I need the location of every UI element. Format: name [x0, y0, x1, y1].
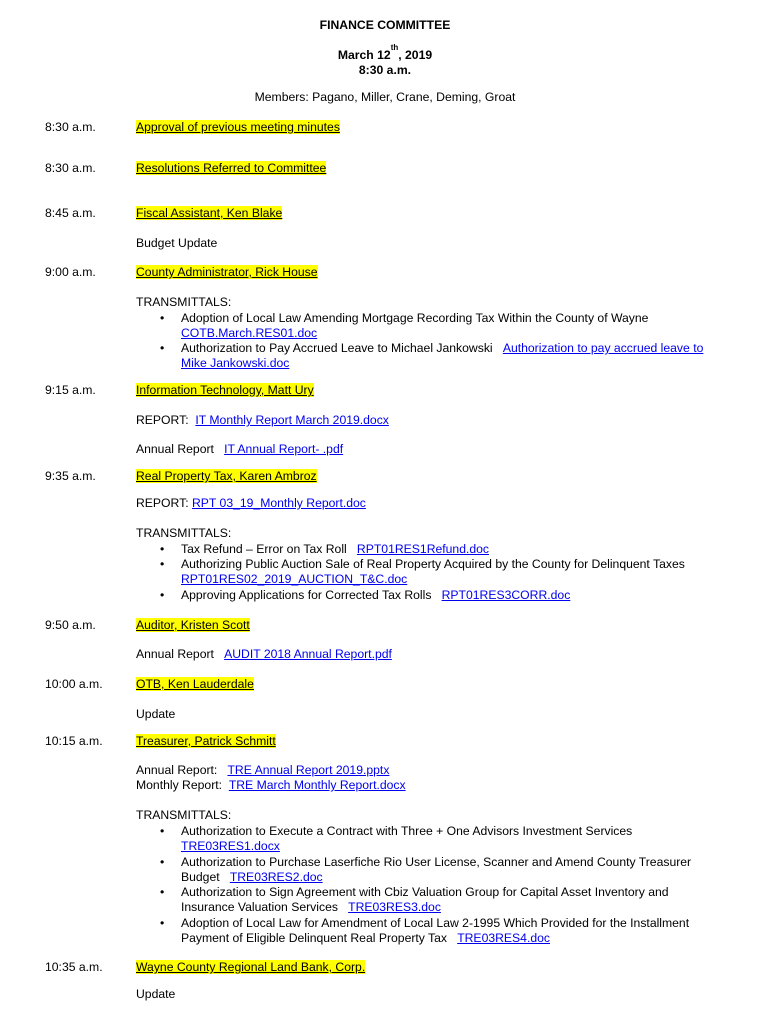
agenda-time: 9:15 a.m.	[45, 383, 96, 397]
meeting-time: 8:30 a.m.	[358, 63, 412, 77]
annual-report-link[interactable]: IT Annual Report- .pdf	[224, 442, 344, 456]
bullet-icon: •	[160, 885, 165, 899]
agenda-heading[interactable]: Wayne County Regional Land Bank, Corp.	[136, 960, 366, 974]
transmittal-link[interactable]: TRE03RES2.doc	[229, 870, 323, 884]
report-link[interactable]: RPT 03_19_Monthly Report.doc	[192, 496, 366, 510]
annual-report-line: Annual Report AUDIT 2018 Annual Report.pdf	[136, 647, 392, 661]
report-link[interactable]: IT Monthly Report March 2019.docx	[195, 413, 389, 427]
agenda-note: Budget Update	[136, 236, 218, 250]
bullet-icon: •	[160, 557, 165, 571]
transmittal-link[interactable]: RPT01RES1Refund.doc	[356, 542, 490, 556]
transmittal-text: Approving Applications for Corrected Tax Rolls RPT01RES3CORR.doc	[181, 588, 571, 602]
agenda-heading[interactable]: Treasurer, Patrick Schmitt	[136, 734, 276, 748]
agenda-time: 8:30 a.m.	[45, 120, 96, 134]
transmittal-link[interactable]: COTB.March.RES01.doc	[181, 326, 318, 340]
bullet-icon: •	[160, 824, 165, 838]
transmittal-link[interactable]: Mike Jankowski.doc	[181, 356, 290, 370]
transmittal-link[interactable]: Authorization to pay accrued leave to	[502, 341, 704, 355]
transmittal-text: Authorizing Public Auction Sale of Real Property Acquired by the County for Delinquent Taxes	[181, 557, 685, 571]
agenda-note: Update	[136, 707, 176, 721]
bullet-icon: •	[160, 855, 165, 869]
agenda-heading[interactable]: Resolutions Referred to Committee	[136, 161, 327, 175]
transmittal-text: Authorization to Purchase Laserfiche Rio User License, Scanner and Amend County Treasurer	[181, 855, 692, 869]
transmittal-text: Authorization to Pay Accrued Leave to Michael Jankowski Authorization to pay accrued leave to	[181, 341, 704, 355]
transmittal-text: Payment of Eligible Delinquent Real Property Tax TRE03RES4.doc	[181, 931, 550, 945]
agenda-heading[interactable]: Fiscal Assistant, Ken Blake	[136, 206, 283, 220]
transmittal-link[interactable]: TRE03RES3.doc	[348, 900, 441, 914]
transmittal-text: Authorization to Execute a Contract with Three + One Advisors Investment Services	[181, 824, 633, 838]
bullet-icon: •	[160, 542, 165, 556]
annual-report-line: Annual Report IT Annual Report- .pdf	[136, 442, 344, 456]
agenda-time: 10:15 a.m.	[45, 734, 103, 748]
transmittal-text: Authorization to Sign Agreement with Cbiz Valuation Group for Capital Asset Inventory and	[181, 885, 669, 899]
transmittal-link[interactable]: RPT01RES02_2019_AUCTION_T&C.doc	[181, 572, 408, 586]
monthly-report-line: Monthly Report: TRE March Monthly Report.docx	[136, 778, 406, 792]
transmittal-link[interactable]: TRE03RES4.doc	[457, 931, 550, 945]
bullet-icon: •	[160, 588, 165, 602]
annual-report-line: Annual Report: TRE Annual Report 2019.pptx	[136, 763, 390, 777]
agenda-time: 9:50 a.m.	[45, 618, 96, 632]
annual-report-link[interactable]: AUDIT 2018 Annual Report.pdf	[224, 647, 392, 661]
transmittal-link[interactable]: TRE03RES1.docx	[181, 839, 280, 853]
agenda-time: 10:35 a.m.	[45, 960, 103, 974]
transmittals-label: TRANSMITTALS:	[136, 808, 232, 822]
bullet-icon: •	[160, 916, 165, 930]
transmittal-link[interactable]: RPT01RES3CORR.doc	[441, 588, 571, 602]
transmittals-label: TRANSMITTALS:	[136, 526, 232, 540]
agenda-time: 8:30 a.m.	[45, 161, 96, 175]
agenda-heading[interactable]: OTB, Ken Lauderdale	[136, 677, 254, 691]
transmittals-label: TRANSMITTALS:	[136, 295, 232, 309]
report-line: REPORT: RPT 03_19_Monthly Report.doc	[136, 496, 366, 510]
report-line: REPORT: IT Monthly Report March 2019.docx	[136, 413, 389, 427]
agenda-note: Update	[136, 987, 176, 1001]
members-list: Members: Pagano, Miller, Crane, Deming, Groat	[254, 90, 516, 104]
document-title: FINANCE COMMITTEE	[319, 18, 451, 32]
agenda-time: 9:35 a.m.	[45, 469, 96, 483]
agenda-time: 9:00 a.m.	[45, 265, 96, 279]
transmittal-text: Insurance Valuation Services TRE03RES3.doc	[181, 900, 441, 914]
agenda-heading[interactable]: County Administrator, Rick House	[136, 265, 318, 279]
agenda-heading[interactable]: Information Technology, Matt Ury	[136, 383, 314, 397]
agenda-time: 10:00 a.m.	[45, 677, 103, 691]
meeting-date: March 12th, 2019	[337, 42, 433, 62]
transmittal-text: Adoption of Local Law Amending Mortgage Recording Tax Within the County of Wayne	[181, 311, 649, 325]
agenda-heading[interactable]: Approval of previous meeting minutes	[136, 120, 340, 134]
transmittal-text: Adoption of Local Law for Amendment of Local Law 2-1995 Which Provided for the Installment	[181, 916, 690, 930]
annual-report-link[interactable]: TRE Annual Report 2019.pptx	[227, 763, 390, 777]
agenda-heading[interactable]: Auditor, Kristen Scott	[136, 618, 250, 632]
transmittal-text: Tax Refund – Error on Tax Roll RPT01RES1Refund.doc	[181, 542, 490, 556]
monthly-report-link[interactable]: TRE March Monthly Report.docx	[228, 778, 406, 792]
agenda-time: 8:45 a.m.	[45, 206, 96, 220]
bullet-icon: •	[160, 341, 165, 355]
bullet-icon: •	[160, 311, 165, 325]
transmittal-text: Budget TRE03RES2.doc	[181, 870, 323, 884]
agenda-heading[interactable]: Real Property Tax, Karen Ambroz	[136, 469, 317, 483]
